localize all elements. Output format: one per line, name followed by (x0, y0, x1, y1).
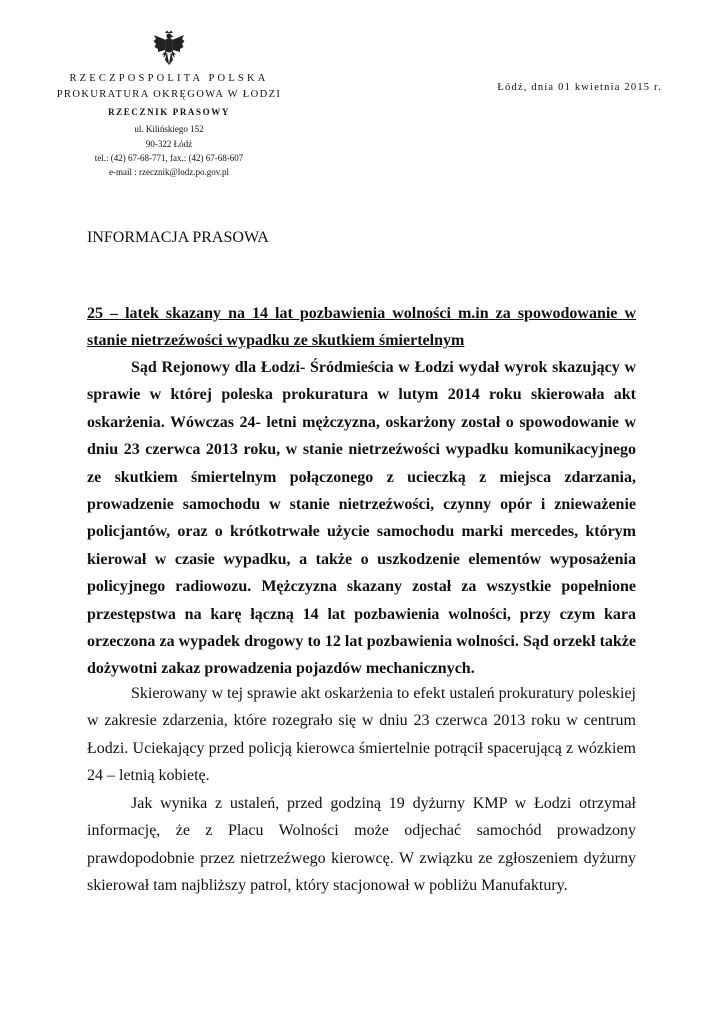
place-date: Łódź, dnia 01 kwietnia 2015 r. (497, 82, 662, 93)
office-city: 90-322 Łódź (145, 139, 193, 149)
office-country-line: RZECZPOSPOLITA POLSKA (69, 73, 269, 84)
paragraph-indictment: Skierowany w tej sprawie akt oskarżenia to efekt ustaleń prokuratury poleskiej w zakresie zdarzenia, które rozegrało się w dniu 23 czerwca 2013 roku w centrum Łodzi. Uciekający przed policją kierowca śmiertelnie potrącił spacerującą z wózkiem 24 – letnią kobietę. (87, 685, 636, 785)
paragraph-findings: Jak wynika z ustaleń, przed godziną 19 dyżurny KMP w Łodzi otrzymał informację, że z Placu Wolności może odjechać samochód prowadzony prawdopodobnie przez nietrzeźwego kierowcę. W związku ze zgłoszeniem dyżurny skierował tam najbliższy patrol, który stacjonował w pobliżu Manufaktury. (87, 795, 636, 895)
office-street: ul. Kilińskiego 152 (134, 124, 204, 134)
paragraph-verdict: Sąd Rejonowy dla Łodzi- Śródmieścia w Łodzi wydał wyrok skazujący w sprawie w której poleska prokuratura w lutym 2014 roku skierowała akt oskarżenia. Wówczas 24- letni mężczyzna, oskarżony został o spowodowanie w dniu 23 czerwca 2013 roku, w stanie nietrzeźwości wypadku komunikacyjnego ze skutkiem śmiertelnym połączonego z ucieczką z miejsca zdarzania, prowadzenie samochodu w stanie nietrzeźwości, czynny opór i znieważenie policjantów, oraz o krótkotrwałe użycie samochodu marki mercedes, którym kierował w czasie wypadku, a także o uszkodzenie elementów wyposażenia policyjnego radiowozu. Mężczyzna skazany został za wszystkie popełnione przestępstwa na karę łączną 14 lat pozbawienia wolności, przy czym kara orzeczona za wypadek drogowy to 12 lat pozbawienia wolności. Sąd orzekł także dożywotni zakaz prowadzenia pojazdów mechanicznych. (87, 359, 636, 678)
headline: 25 – latek skazany na 14 lat pozbawienia wolności m.in za spowodowanie w stanie nietrzeźwości wypadku ze skutkiem śmiertelnym (87, 305, 636, 349)
polish-eagle-emblem-icon (153, 30, 185, 66)
office-email: e-mail : rzecznik@lodz.po.gov.pl (109, 167, 229, 177)
office-name-line: PROKURATURA OKRĘGOWA W ŁODZI (56, 89, 282, 100)
document-type: INFORMACJA PRASOWA (87, 229, 269, 246)
office-spokesperson-line: RZECZNIK PRASOWY (108, 107, 230, 117)
office-phone: tel.: (42) 67-68-771, fax.: (42) 67-68-607 (94, 153, 244, 163)
